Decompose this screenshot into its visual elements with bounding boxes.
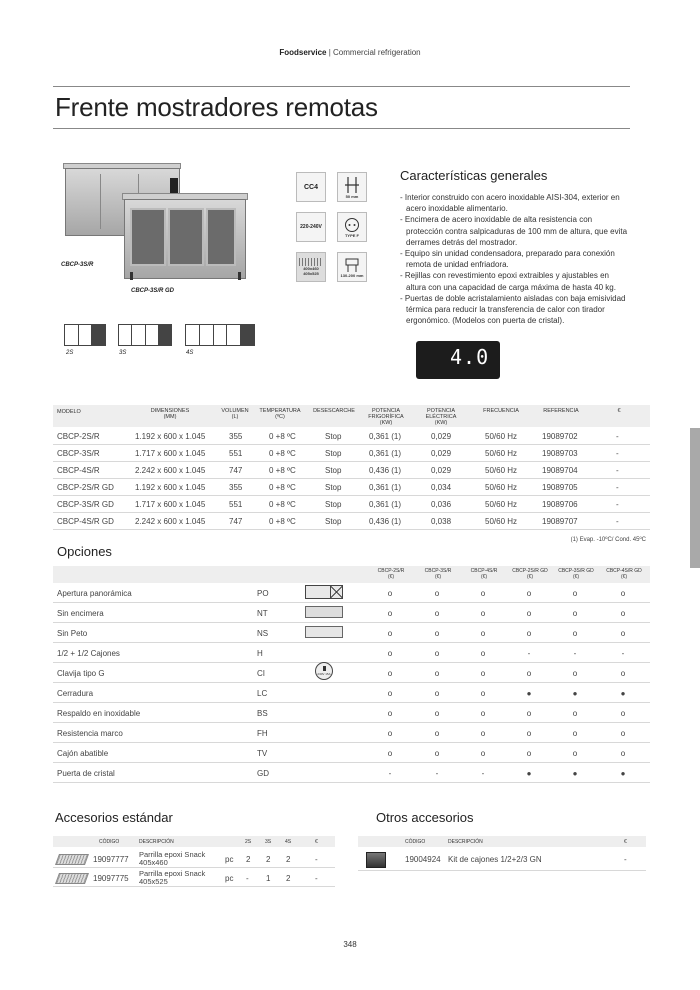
acc-4s: 2 [286, 855, 291, 864]
config-3s-label: 3S [119, 350, 127, 356]
caracteristica-item: - Interior construido con acero inoxidable AISI-304, exterior en acero inoxidable alimentario. [400, 192, 630, 214]
caracteristicas-list [400, 192, 630, 326]
option-label: Apertura panorámica [57, 589, 132, 598]
leg-height-label: 130-200 mm [340, 272, 364, 278]
opciones-title: Opciones [57, 544, 112, 559]
models-table-row [53, 462, 650, 479]
cell-dim: 2.242 x 600 x 1.045 [135, 466, 206, 475]
voltage-label: 220-240V [300, 224, 322, 230]
config-4s-label: 4S [186, 350, 194, 356]
cell-ref: 19089703 [542, 449, 578, 458]
page-number: 348 [343, 940, 357, 949]
cell-ref: 19089707 [542, 517, 578, 526]
grid-size-icon [296, 252, 326, 282]
option-code: NT [257, 609, 268, 618]
cell-ref: 19089706 [542, 500, 578, 509]
caracteristica-item: - Puertas de doble acristalamiento aisladas con baja emisividad térmica para reducir la transferencia de calor con tirador ergonómico. (Modelos con puerta de cristal). [400, 293, 630, 327]
option-label: Sin encimera [57, 609, 104, 618]
header-separator: | [326, 48, 334, 57]
caracteristicas-title: Características generales [400, 168, 548, 183]
cell-dim: 1.192 x 600 x 1.045 [135, 432, 206, 441]
panoramic-opening-icon [305, 585, 343, 599]
grill-image [55, 854, 89, 865]
option-mark: - [481, 769, 485, 778]
cell-vol: 747 [229, 466, 243, 475]
acc-precio: - [315, 874, 318, 883]
models-table-row [53, 428, 650, 445]
cell-dim: 1.192 x 600 x 1.045 [135, 483, 206, 492]
config-4s-diagram [185, 324, 255, 346]
acc-th-2s: 2S [245, 839, 252, 845]
opt-th-model [417, 568, 459, 580]
cell-modelo: CBCP-3S/R GD [57, 500, 114, 509]
option-mark: o [387, 749, 393, 758]
option-row [53, 583, 650, 603]
option-mark: o [434, 689, 440, 698]
option-mark: - [435, 769, 439, 778]
option-mark: o [434, 649, 440, 658]
option-mark: o [387, 709, 393, 718]
option-row [53, 723, 650, 743]
side-tab-marker [690, 428, 700, 568]
otros-th-precio: € [624, 839, 627, 845]
header-category: Commercial refrigeration [333, 48, 421, 57]
option-mark: - [388, 769, 392, 778]
cc4-icon [296, 172, 326, 202]
cell-vol: 355 [229, 432, 243, 441]
option-mark: o [526, 669, 532, 678]
option-code: FH [257, 729, 268, 738]
caracteristica-item: - Encimera de acero inoxidable de alta resistencia con protección contra salpicaduras de 100 mm de altura, que evita derrames detrás del mostrador. [400, 214, 630, 248]
option-mark: o [434, 749, 440, 758]
cell-temp: 0 +8 ºC [269, 449, 296, 458]
opt-th-name: CBCP-3S/R GD [558, 568, 594, 574]
cell-pe: 0,034 [431, 483, 452, 492]
cell-temp: 0 +8 ºC [269, 500, 296, 509]
option-mark: o [526, 729, 532, 738]
otros-th-descripcion: DESCRIPCIÓN [448, 839, 483, 845]
option-mark: o [526, 709, 532, 718]
option-mark: o [526, 589, 532, 598]
option-code: NS [257, 629, 269, 638]
models-table-row [53, 445, 650, 462]
acc-desc-2: 405x460 [139, 858, 168, 867]
cell-dim: 2.242 x 600 x 1.045 [135, 517, 206, 526]
cell-desc: Stop [325, 517, 342, 526]
option-mark: o [387, 689, 393, 698]
insulation-icon [337, 172, 367, 202]
th-modelo: MODELO [57, 409, 81, 415]
opt-th-model [463, 568, 505, 580]
option-mark: ● [620, 689, 626, 698]
option-row [53, 603, 650, 623]
option-mark: ● [620, 769, 626, 778]
acc-desc-1: Parrilla epoxi Snack [139, 850, 206, 859]
option-mark: o [572, 749, 578, 758]
option-mark: o [480, 749, 486, 758]
acc-th-codigo: CÓDIGO [99, 839, 120, 845]
th-temperatura-l1: TEMPERATURA [259, 408, 301, 414]
cell-desc: Stop [325, 432, 342, 441]
acc-2s: 2 [246, 855, 251, 864]
title-divider [53, 128, 630, 129]
option-label: 1/2 + 1/2 Cajones [57, 649, 120, 658]
config-3s-diagram [118, 324, 172, 346]
th-temperatura-l2: (ºC) [275, 414, 285, 420]
cell-frec: 50/60 Hz [485, 449, 518, 458]
option-mark: o [620, 589, 626, 598]
plug-type-g-icon [315, 662, 333, 680]
opt-th-unit: (€) [526, 574, 534, 580]
acc-3s: 2 [266, 855, 271, 864]
opt-th-unit: (€) [434, 574, 442, 580]
option-mark: o [387, 609, 393, 618]
option-mark: o [434, 729, 440, 738]
grill-image [55, 873, 89, 884]
option-mark: o [526, 749, 532, 758]
otros-desc: Kit de cajones 1/2+2/3 GN [448, 855, 542, 864]
th-volumen [215, 408, 255, 420]
caption-cbcp-3s-r: CBCP-3S/R [61, 262, 94, 268]
option-mark: o [387, 649, 393, 658]
otros-accesorios-title: Otros accesorios [376, 810, 474, 825]
cell-desc: Stop [325, 449, 342, 458]
option-mark: o [480, 689, 486, 698]
voltage-icon [296, 212, 326, 242]
option-mark: o [387, 629, 393, 638]
th-referencia: REFERENCIA [543, 408, 579, 414]
accesorio-row [53, 869, 335, 887]
th-pf-l1: POTENCIA [371, 408, 401, 414]
option-mark: o [480, 669, 486, 678]
cell-dim: 1.717 x 600 x 1.045 [135, 500, 206, 509]
cell-modelo: CBCP-2S/R GD [57, 483, 114, 492]
header-brand: Foodservice [279, 48, 327, 57]
cell-frec: 50/60 Hz [485, 466, 518, 475]
page-header [0, 48, 700, 57]
config-2s-diagram [64, 324, 106, 346]
option-code: TV [257, 749, 268, 758]
cell-pf: 0,436 (1) [369, 466, 402, 475]
cell-desc: Stop [325, 500, 342, 509]
option-mark: o [480, 609, 486, 618]
option-mark: o [572, 709, 578, 718]
accesorio-row [53, 850, 335, 868]
th-dimensiones-l2: (MM) [163, 414, 177, 420]
option-mark: o [434, 709, 440, 718]
option-mark: - [527, 649, 531, 658]
option-row [53, 743, 650, 763]
cell-vol: 551 [229, 449, 243, 458]
option-mark: o [620, 729, 626, 738]
cc4-label: CC4 [303, 183, 318, 191]
acc-codigo: 19097775 [93, 874, 129, 883]
option-row [53, 683, 650, 703]
th-potencia-electrica [417, 408, 465, 426]
option-code: PO [257, 589, 269, 598]
cell-vol: 747 [229, 517, 243, 526]
opt-th-name: CBCP-2S/R [377, 568, 405, 574]
option-code: BS [257, 709, 268, 718]
option-mark: o [387, 729, 393, 738]
option-mark: - [573, 649, 577, 658]
opciones-table-header [53, 566, 650, 583]
acc-desc-2: 405x525 [139, 877, 168, 886]
acc-unidad: pc [225, 855, 234, 864]
option-mark: o [387, 589, 393, 598]
option-label: Resistencia marco [57, 729, 123, 738]
cell-eur: - [616, 432, 619, 441]
option-mark: o [526, 609, 532, 618]
option-label: Clavija tipo G [57, 669, 105, 678]
otros-accesorios-header [358, 836, 646, 847]
acc-unidad: pc [225, 874, 234, 883]
models-footnote: (1) Evap. -10ºC/ Cond. 45ºC [570, 537, 646, 543]
cell-pe: 0,029 [431, 449, 452, 458]
cell-temp: 0 +8 ºC [269, 466, 296, 475]
option-label: Cerradura [57, 689, 94, 698]
opt-th-name: CBCP-4S/R [470, 568, 498, 574]
acc-th-precio: € [315, 839, 318, 845]
option-row [53, 643, 650, 663]
option-mark: o [572, 729, 578, 738]
th-desescarche: DESESCARCHE [313, 408, 355, 414]
otros-precio: - [624, 855, 627, 864]
cell-pf: 0,436 (1) [369, 517, 402, 526]
acc-3s: 1 [266, 874, 271, 883]
th-frecuencia: FRECUENCIA [483, 408, 519, 414]
models-table-row [53, 479, 650, 496]
cell-frec: 50/60 Hz [485, 483, 518, 492]
cell-frec: 50/60 Hz [485, 432, 518, 441]
option-row [53, 623, 650, 643]
option-mark: o [526, 629, 532, 638]
option-mark: o [480, 709, 486, 718]
acc-4s: 2 [286, 874, 291, 883]
caption-cbcp-3s-r-gd: CBCP-3S/R GD [131, 288, 175, 294]
cell-pe: 0,029 [431, 466, 452, 475]
acc-precio: - [315, 855, 318, 864]
cell-modelo: CBCP-2S/R [57, 432, 100, 441]
option-mark: o [620, 669, 626, 678]
cell-pe: 0,038 [431, 517, 452, 526]
grid-size-line2: 405x525 [303, 271, 319, 276]
otros-row [358, 849, 646, 871]
option-mark: o [434, 589, 440, 598]
option-mark: ● [572, 769, 578, 778]
opt-th-model [555, 568, 597, 580]
acc-th-4s: 4S [285, 839, 292, 845]
option-mark: o [620, 629, 626, 638]
option-mark: o [434, 669, 440, 678]
no-top-icon [305, 606, 343, 618]
th-pf-l3: (KW) [379, 420, 393, 426]
models-table-row [53, 513, 650, 530]
no-splashback-icon [305, 626, 343, 638]
option-code: H [257, 649, 263, 658]
th-volumen-l2: (L) [231, 414, 239, 420]
accesorios-estandar-title: Accesorios estándar [55, 810, 173, 825]
otros-codigo: 19004924 [405, 855, 441, 864]
cell-ref: 19089705 [542, 483, 578, 492]
opt-th-model [603, 568, 645, 580]
option-mark: o [572, 609, 578, 618]
option-mark: o [620, 709, 626, 718]
cell-vol: 551 [229, 500, 243, 509]
th-precio: € [617, 408, 621, 414]
drawer-kit-image [366, 852, 386, 868]
opt-th-unit: (€) [480, 574, 488, 580]
opt-th-name: CBCP-3S/R [424, 568, 452, 574]
cell-vol: 355 [229, 483, 243, 492]
cell-temp: 0 +8 ºC [269, 517, 296, 526]
cell-ref: 19089704 [542, 466, 578, 475]
cell-ref: 19089702 [542, 432, 578, 441]
accesorios-estandar-header [53, 836, 335, 847]
acc-2s: - [246, 874, 249, 883]
plug-type-g-caption: 230V 15A [317, 672, 331, 676]
cell-pf: 0,361 (1) [369, 483, 402, 492]
cell-dim: 1.717 x 600 x 1.045 [135, 449, 206, 458]
insulation-label: 50 mm [345, 193, 359, 199]
cell-pe: 0,036 [431, 500, 452, 509]
caracteristica-item: - Rejillas con revestimiento epoxi extraibles y ajustables en altura con una capacidad de carga máxima de hasta 40 kg. [400, 270, 630, 292]
option-mark: o [480, 649, 486, 658]
top-divider [53, 86, 630, 87]
caracteristica-item: - Equipo sin unidad condensadora, preparado para conexión remota de unidad enfriadora. [400, 248, 630, 270]
cell-eur: - [616, 466, 619, 475]
option-mark: o [480, 589, 486, 598]
page-title: Frente mostradores remotas [55, 92, 378, 122]
option-mark: ● [572, 689, 578, 698]
th-volumen-l1: VOLUMEN [221, 408, 249, 414]
cell-eur: - [616, 483, 619, 492]
option-mark: o [620, 609, 626, 618]
option-mark: o [572, 629, 578, 638]
cell-modelo: CBCP-3S/R [57, 449, 100, 458]
opt-th-unit: (€) [572, 574, 580, 580]
acc-desc-1: Parrilla epoxi Snack [139, 869, 206, 878]
option-row [53, 663, 650, 683]
option-label: Sin Peto [57, 629, 88, 638]
cell-modelo: CBCP-4S/R GD [57, 517, 114, 526]
option-label: Respaldo en inoxidable [57, 709, 141, 718]
models-table-row [53, 496, 650, 513]
th-pf-l2: FRIGORÍFICA [368, 414, 404, 420]
cell-pe: 0,029 [431, 432, 452, 441]
leg-height-icon [337, 252, 367, 282]
option-row [53, 703, 650, 723]
plug-type-icon [337, 212, 367, 242]
th-dimensiones [135, 408, 205, 420]
option-label: Puerta de cristal [57, 769, 115, 778]
opt-th-name: CBCP-4S/R GD [606, 568, 642, 574]
option-mark: o [480, 629, 486, 638]
th-temperatura [255, 408, 305, 420]
grid-size-line1: 400x460 [303, 266, 319, 271]
option-code: LC [257, 689, 268, 698]
cell-pf: 0,361 (1) [369, 449, 402, 458]
th-pe-l2: ELÉCTRICA [425, 414, 457, 420]
option-mark: o [572, 589, 578, 598]
acc-th-3s: 3S [265, 839, 272, 845]
option-mark: - [621, 649, 625, 658]
th-dimensiones-l1: DIMENSIONES [150, 408, 190, 414]
cell-desc: Stop [325, 466, 342, 475]
opt-th-unit: (€) [387, 574, 395, 580]
models-table-header [53, 405, 650, 427]
option-mark: o [480, 729, 486, 738]
cell-eur: - [616, 500, 619, 509]
config-2s-label: 2S [66, 350, 74, 356]
plug-type-label: TYPE F [344, 232, 359, 238]
option-row [53, 763, 650, 783]
cell-frec: 50/60 Hz [485, 517, 518, 526]
option-mark: o [434, 609, 440, 618]
option-mark: o [620, 749, 626, 758]
th-pe-l3: (KW) [434, 420, 448, 426]
cell-eur: - [616, 517, 619, 526]
cell-modelo: CBCP-4S/R [57, 466, 100, 475]
acc-th-descripcion: DESCRIPCIÓN [139, 839, 174, 845]
cell-temp: 0 +8 ºC [269, 432, 296, 441]
option-label: Cajón abatible [57, 749, 109, 758]
th-pe-l1: POTENCIA [426, 408, 456, 414]
cell-temp: 0 +8 ºC [269, 483, 296, 492]
cell-eur: - [616, 449, 619, 458]
option-mark: ● [526, 769, 532, 778]
cell-pf: 0,361 (1) [369, 432, 402, 441]
controller-display-value: 4.0 [450, 345, 490, 369]
option-mark: o [387, 669, 393, 678]
option-code: CI [257, 669, 265, 678]
option-code: GD [257, 769, 269, 778]
opt-th-name: CBCP-2S/R GD [512, 568, 548, 574]
acc-codigo: 19097777 [93, 855, 129, 864]
option-mark: o [572, 669, 578, 678]
opt-th-model [370, 568, 412, 580]
cell-frec: 50/60 Hz [485, 500, 518, 509]
cell-pf: 0,361 (1) [369, 500, 402, 509]
option-mark: o [434, 629, 440, 638]
th-potencia-frigorifica [361, 408, 411, 426]
opt-th-unit: (€) [620, 574, 628, 580]
cell-desc: Stop [325, 483, 342, 492]
option-mark: ● [526, 689, 532, 698]
opt-th-model [509, 568, 551, 580]
otros-th-codigo: CÓDIGO [405, 839, 426, 845]
